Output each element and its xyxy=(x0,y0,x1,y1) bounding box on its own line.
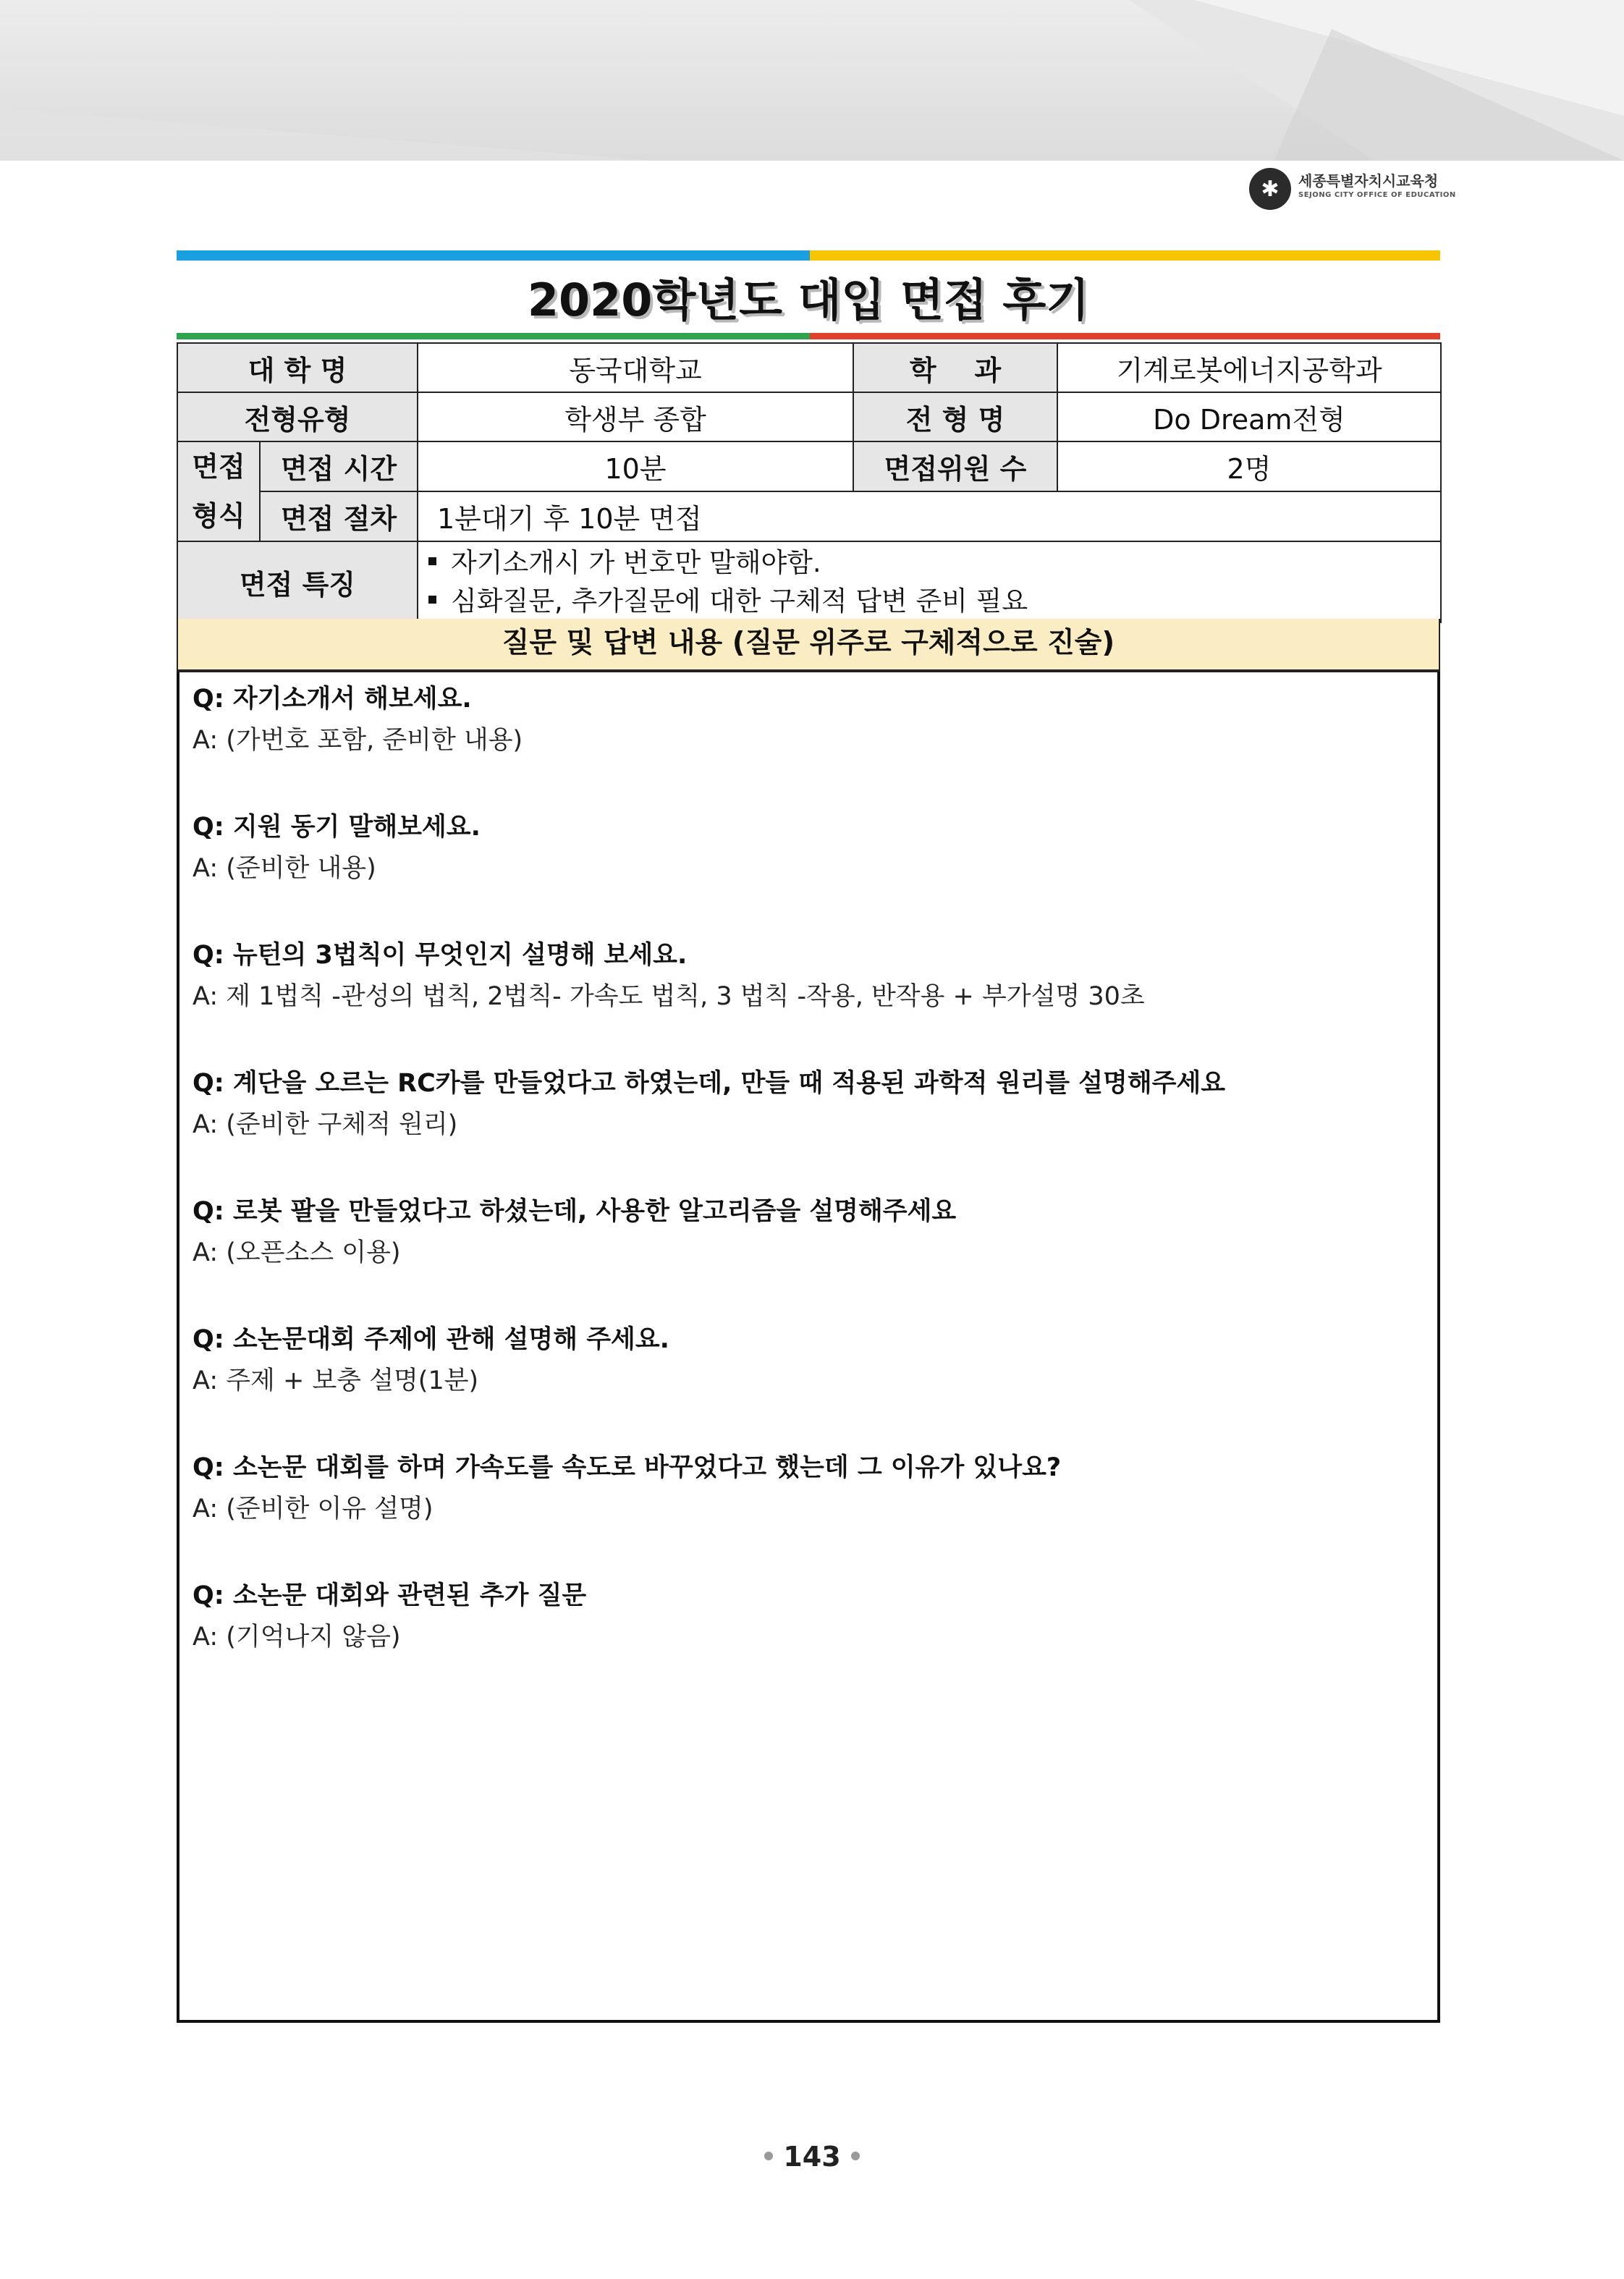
emblem-icon: ✱ xyxy=(1249,168,1291,210)
admission-type-value: 학생부 종합 xyxy=(418,392,853,441)
interview-info-table xyxy=(177,342,1442,623)
dot-icon xyxy=(764,2152,773,2160)
answer: A: (오픈소스 이용) xyxy=(193,1238,401,1267)
page-number-text: 143 xyxy=(783,2141,841,2173)
procedure-label: 면접 절차 xyxy=(260,491,418,541)
question: Q: 소논문 대회와 관련된 추가 질문 xyxy=(193,1581,587,1610)
time-label: 면접 시간 xyxy=(260,441,418,491)
university-value: 동국대학교 xyxy=(418,343,853,392)
question: Q: 뉴턴의 3법칙이 무엇인지 설명해 보세요. xyxy=(193,941,688,970)
table-row xyxy=(177,441,1441,491)
university-label: 대 학 명 xyxy=(177,343,418,392)
features-label: 면접 특징 xyxy=(177,541,418,622)
org-name: 세종특별자치시교육청 xyxy=(1298,172,1439,190)
feature-item xyxy=(424,544,1440,582)
answer: A: (준비한 구체적 원리) xyxy=(193,1110,458,1139)
answer: A: 제 1법칙 -관성의 법칙, 2법칙- 가속도 법칙, 3 법칙 -작용, 반작용 + 부가설명 30초 xyxy=(193,982,1145,1011)
table-row xyxy=(177,491,1441,541)
header-background xyxy=(0,0,1624,161)
org-logo xyxy=(1249,165,1466,211)
admission-name-label: 전 형 명 xyxy=(853,392,1057,441)
format-label xyxy=(177,441,260,541)
features-list xyxy=(418,541,1441,622)
page-number xyxy=(0,2135,1624,2178)
question: Q: 소논문대회 주제에 관해 설명해 주세요. xyxy=(193,1325,669,1354)
format-label-line-2: 형식 xyxy=(192,500,245,532)
answer: A: (가번호 포함, 준비한 내용) xyxy=(193,726,523,755)
header-decoration xyxy=(0,0,1624,161)
qa-item xyxy=(193,680,1437,808)
qa-section xyxy=(177,671,1440,2023)
time-value: 10분 xyxy=(418,441,853,491)
qa-section-header: 질문 및 답변 내용 (질문 위주로 구체적으로 진술) xyxy=(177,619,1440,671)
department-label: 학 과 xyxy=(853,343,1057,392)
answer: A: (기억나지 않음) xyxy=(193,1623,401,1652)
admission-type-label: 전형유형 xyxy=(177,392,418,441)
qa-item xyxy=(193,1448,1437,1576)
question: Q: 지원 동기 말해보세요. xyxy=(193,813,481,842)
feature-text: 심화질문, 추가질문에 대한 구체적 답변 준비 필요 xyxy=(451,585,1028,617)
bottom-bar-red xyxy=(810,333,1440,339)
question: Q: 소논문 대회를 하며 가속도를 속도로 바꾸었다고 했는데 그 이유가 있나요? xyxy=(193,1453,1062,1482)
interviewers-label: 면접위원 수 xyxy=(853,441,1057,491)
interviewers-value: 2명 xyxy=(1057,441,1441,491)
answer: A: (준비한 이유 설명) xyxy=(193,1494,434,1523)
qa-item xyxy=(193,1064,1437,1192)
qa-item xyxy=(193,808,1437,936)
format-label-line-1: 면접 xyxy=(192,451,245,483)
table-row xyxy=(177,541,1441,622)
title-top-bar xyxy=(177,250,1440,261)
admission-name-value: Do Dream전형 xyxy=(1057,392,1441,441)
top-bar-yellow xyxy=(810,250,1440,261)
square-bullet-icon xyxy=(428,557,436,565)
qa-item xyxy=(193,936,1437,1064)
feature-item xyxy=(424,582,1440,620)
bottom-bar-green xyxy=(177,333,810,339)
question: Q: 계단을 오르는 RC카를 만들었다고 하였는데, 만들 때 적용된 과학적 원리를 설명해주세요 xyxy=(193,1069,1226,1098)
qa-item xyxy=(193,1320,1437,1448)
top-bar-blue xyxy=(177,250,810,261)
department-value: 기계로봇에너지공학과 xyxy=(1057,343,1441,392)
answer: A: (준비한 내용) xyxy=(193,854,376,883)
question: Q: 자기소개서 해보세요. xyxy=(193,685,472,714)
procedure-value: 1분대기 후 10분 면접 xyxy=(418,491,1441,541)
square-bullet-icon xyxy=(428,596,436,604)
dot-icon xyxy=(851,2152,860,2160)
answer: A: 주제 + 보충 설명(1분) xyxy=(193,1366,479,1395)
title-bottom-bar xyxy=(177,333,1440,339)
table-row xyxy=(177,343,1441,392)
org-name-en: SEJONG CITY OFFICE OF EDUCATION xyxy=(1298,191,1456,199)
qa-item xyxy=(193,1192,1437,1320)
table-row xyxy=(177,392,1441,441)
feature-text: 자기소개시 가 번호만 말해야함. xyxy=(451,547,821,578)
page-title: 2020학년도 대입 면접 후기 xyxy=(527,274,1090,326)
qa-item xyxy=(193,1576,1437,1704)
question: Q: 로봇 팔을 만들었다고 하셨는데, 사용한 알고리즘을 설명해주세요 xyxy=(193,1197,957,1226)
